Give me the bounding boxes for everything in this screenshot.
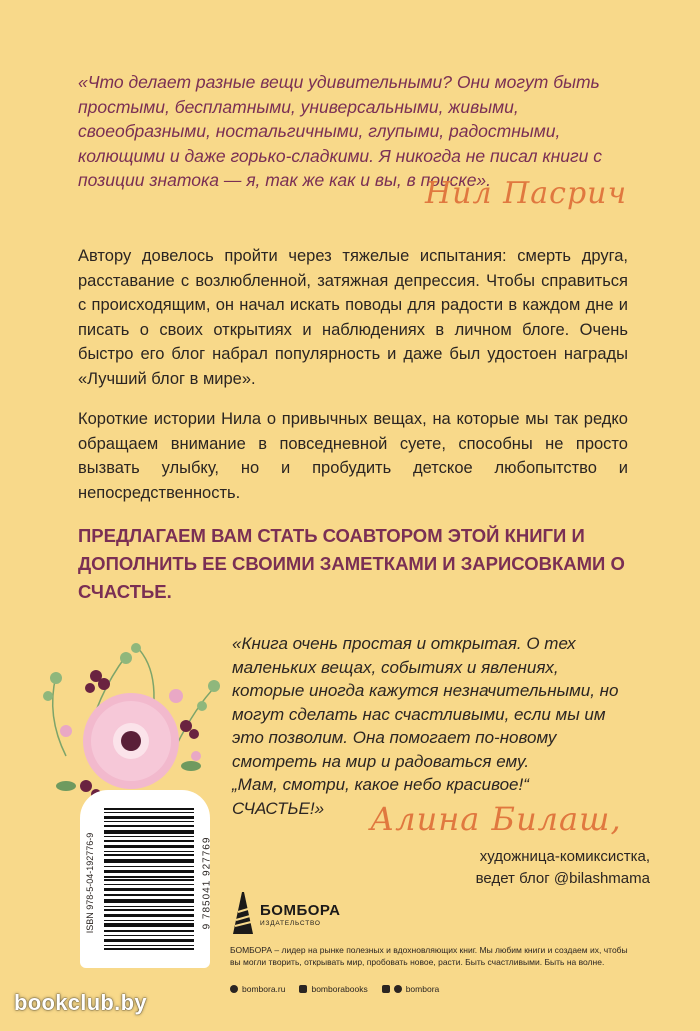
review-quote-exclaim: „Мам, смотри, какое небо красивое!“ — [232, 775, 529, 794]
social-networks[interactable]: bombora — [382, 984, 440, 994]
top-quote: «Что делает разные вещи удивительными? Они могут быть простыми, бесплатными, универсальными, живыми, своеобразными, ностальгичными, глупыми, радостными, колющими и даже горько-сладкими. Я никогда не писал книги с позиции знатока — я, так же как и вы, в поиске». — [78, 72, 602, 190]
publisher-about: БОМБОРА – лидер на рынке полезных и вдохновляющих книг. Мы любим книги и создаем их, чтобы вы могли творить, открывать мир, пробовать новое, расти. Быть счастливыми. Быть на волне. — [230, 945, 628, 967]
isbn-label: ISBN 978-5-04-192776-9 — [85, 832, 95, 934]
reviewer-title: художница-комиксистка, — [479, 848, 650, 865]
call-to-action: ПРЕДЛАГАЕМ ВАМ СТАТЬ СОАВТОРОМ ЭТОЙ КНИГИ И ДОПОЛНИТЬ ЕЕ СВОИМИ ЗАМЕТКАМИ И ЗАРИСОВКАМИ О СЧАСТЬЕ. — [78, 525, 625, 602]
social-links — [230, 984, 439, 994]
social-books[interactable]: bomborabooks — [299, 984, 367, 994]
author-signature: Нил Пасрич — [425, 176, 628, 211]
barcode-digits: 9 785041 927769 — [201, 836, 213, 930]
description-paragraph-1: Автору довелось пройти через тяжелые испытания: смерть друга, расставание с возлюбленной, затяжная депрессия. Чтобы справиться с происходящим, он начал искать поводы для радости в каждом дне и писать о своих открытиях и наблюдениях в личном блоге. Очень быстро его блог набрал популярность и даже был удостоен награды «Лучший блог в мире». — [78, 247, 628, 388]
video-icon — [382, 985, 390, 993]
social-site[interactable]: bombora.ru — [230, 984, 285, 994]
globe-icon — [230, 985, 238, 993]
review-quote — [232, 632, 632, 820]
watermark: bookclub.by — [14, 990, 147, 1015]
review-quote-text: «Книга очень простая и открытая. О тех маленьких вещах, событиях и явлениях, которые иногда кажутся незначительными, но могут сделать нас счастливыми, если мы им это позволим. Она помогает по-новому смотреть на мир и радоваться ему. — [232, 634, 619, 771]
bombora-logo-icon — [230, 890, 256, 936]
description-paragraph-2: Короткие истории Нила о привычных вещах, на которые мы так редко обращаем внимание в повседневной суете, способны не просто вызвать улыбку, но и пробудить детское любопытство и непосредственность. — [78, 410, 628, 502]
reviewer-blog: ведет блог @bilashmama — [475, 870, 650, 887]
publisher-logo: БОМБОРА ИЗДАТЕЛЬСТВО — [230, 890, 350, 938]
book-icon — [299, 985, 307, 993]
telegram-icon — [394, 985, 402, 993]
review-quote-end: СЧАСТЬЕ!» — [232, 798, 325, 818]
reviewer-signature: Алина Билаш, — [370, 800, 622, 838]
reviewer-role — [476, 846, 650, 890]
barcode-bars — [104, 808, 194, 950]
